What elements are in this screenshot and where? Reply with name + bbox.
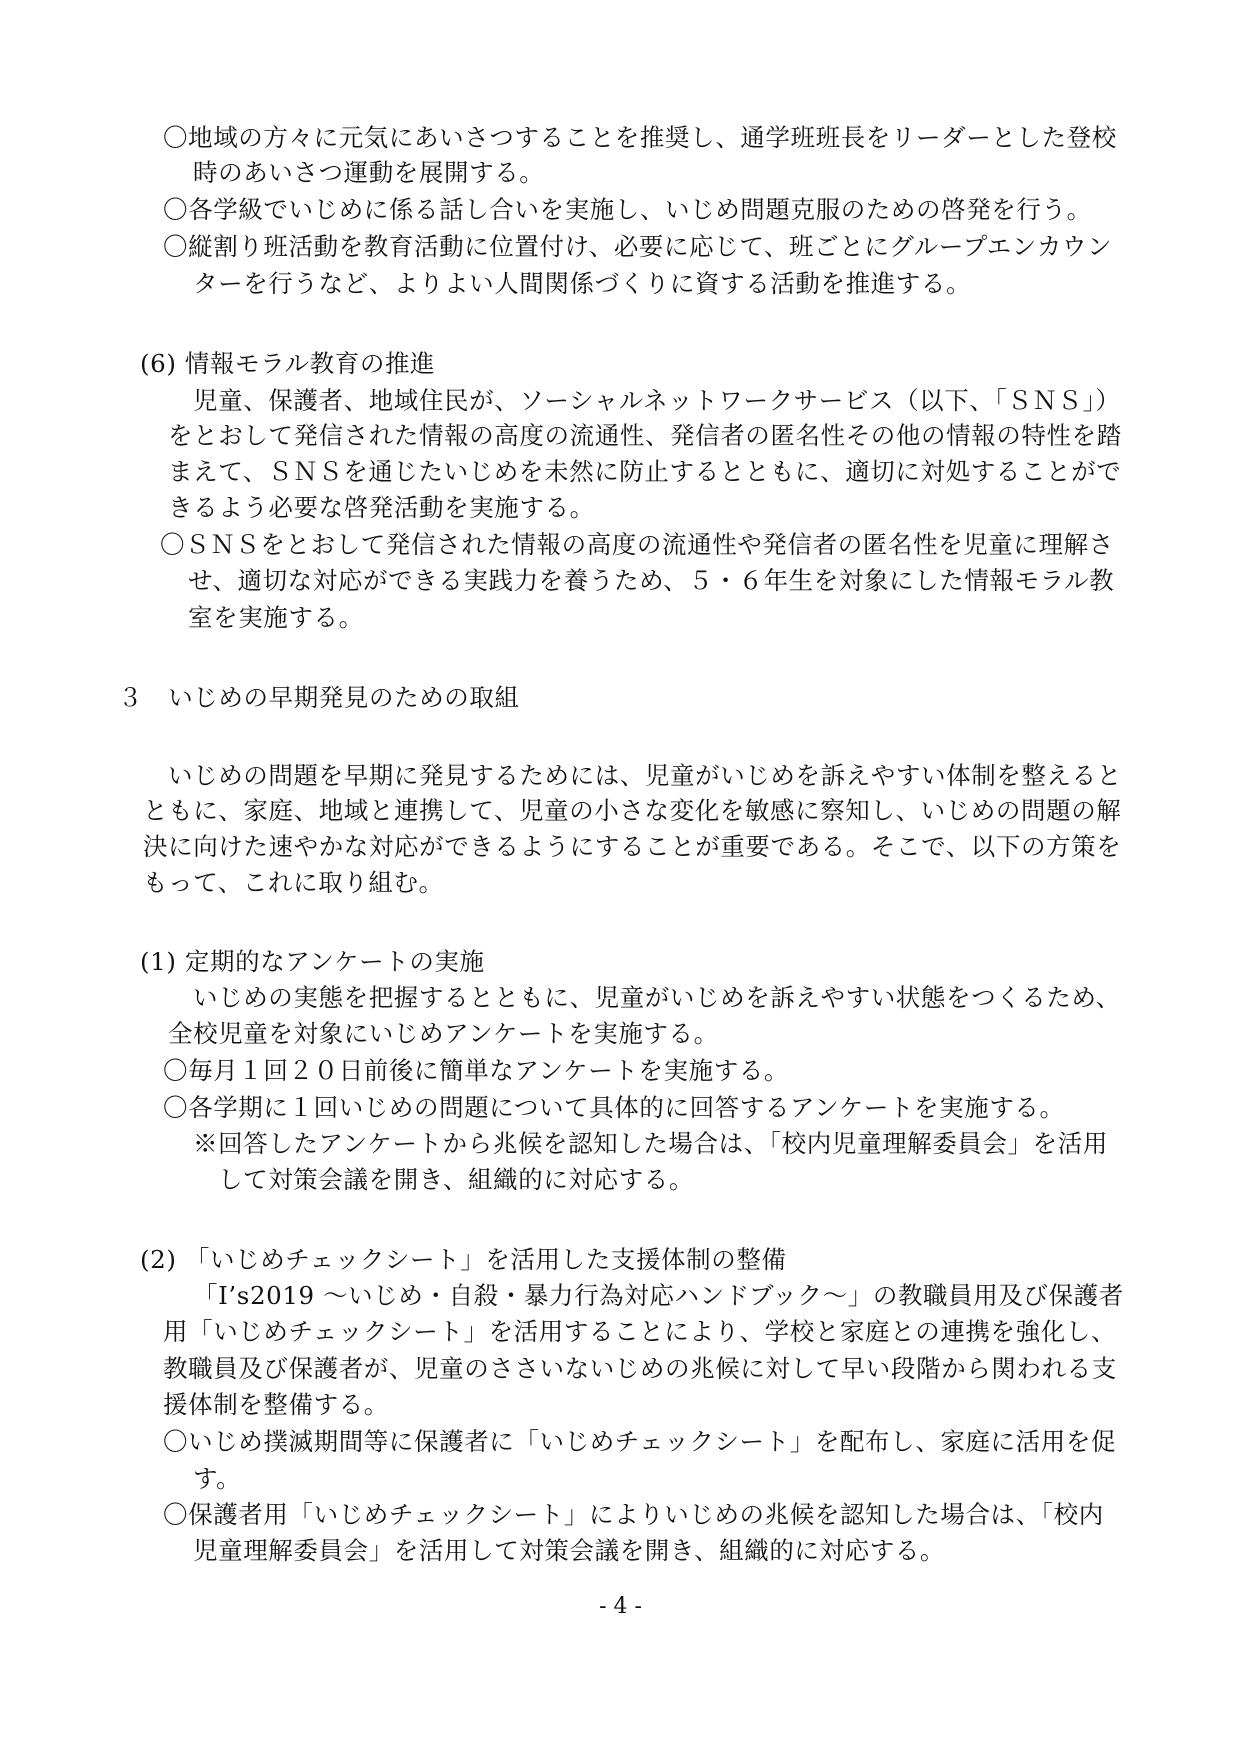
sub-2-bullet-2-line-1: 〇保護者用「いじめチェックシート」によりいじめの兆候を認知した場合は、「校内 bbox=[163, 1500, 1104, 1529]
sub-1-paragraph-line-2: 全校児童を対象にいじめアンケートを実施する。 bbox=[168, 1019, 719, 1048]
section-6-bullet-line-2: せ、適切な対応ができる実践力を養うため、５・６年生を対象にした情報モラル教 bbox=[188, 566, 1115, 595]
page-number: - 4 - bbox=[599, 1594, 642, 1619]
section-3-paragraph-line-1: いじめの問題を早期に発見するためには、児童がいじめを訴えやすい体制を整えると bbox=[168, 761, 1122, 790]
sub-2-paragraph-line-4: 援体制を整備する。 bbox=[163, 1390, 389, 1419]
sub-1-heading: (1) 定期的なアンケートの実施 bbox=[140, 947, 485, 976]
intro-bullet-2-line-1: 〇各学級でいじめに係る話し合いを実施し、いじめ問題克服のための啓発を行う。 bbox=[163, 195, 1092, 224]
sub-1-note-line-2: して対策会議を開き、組織的に対応する。 bbox=[218, 1165, 694, 1194]
intro-bullet-1-line-2: 時のあいさつ運動を展開する。 bbox=[193, 158, 545, 187]
sub-2-bullet-1-line-1: 〇いじめ撲滅期間等に保護者に「いじめチェックシート」を配布し、家庭に活用を促 bbox=[163, 1427, 1117, 1456]
section-3-paragraph-line-2: ともに、家庭、地域と連携して、児童の小さな変化を敏感に察知し、いじめの問題の解 bbox=[143, 796, 1122, 825]
intro-bullet-1-line-1: 〇地域の方々に元気にあいさつすることを推奨し、通学班班長をリーダーとした登校 bbox=[163, 123, 1117, 152]
section-6-paragraph-line-2: をとおして発信された情報の高度の流通性、発信者の匿名性その他の情報の特性を踏 bbox=[168, 421, 1122, 450]
section-6-bullet-line-3: 室を実施する。 bbox=[188, 603, 364, 632]
sub-2-paragraph-line-3: 教職員及び保護者が、児童のささいないじめの兆候に対して早い段階から関われる支 bbox=[163, 1354, 1117, 1383]
sub-1-paragraph-line-1: いじめの実態を把握するとともに、児童がいじめを訴えやすい状態をつくるため、 bbox=[193, 983, 1121, 1012]
sub-1-note-line-1: ※回答したアンケートから兆候を認知した場合は、「校内児童理解委員会」を活用 bbox=[193, 1129, 1108, 1158]
section-3-paragraph-line-4: もって、これに取り組む。 bbox=[143, 868, 444, 897]
section-6-heading: (6) 情報モラル教育の推進 bbox=[140, 349, 436, 378]
section-3-heading: ３ いじめの早期発見のための取組 bbox=[118, 683, 520, 712]
sub-2-heading: (2) 「いじめチェックシート」を活用した支援体制の整備 bbox=[140, 1245, 787, 1274]
section-6-paragraph-line-4: きるよう必要な啓発活動を実施する。 bbox=[168, 493, 595, 522]
sub-2-bullet-2-line-2: 児童理解委員会」を活用して対策会議を開き、組織的に対応する。 bbox=[193, 1536, 946, 1565]
section-3-paragraph-line-3: 決に向けた速やかな対応ができるようにすることが重要である。そこで、以下の方策を bbox=[143, 832, 1122, 861]
sub-1-bullet-1: 〇毎月１回２０日前後に簡単なアンケートを実施する。 bbox=[163, 1056, 790, 1085]
sub-2-paragraph-line-1: 「I’s2019 ～いじめ・自殺・暴力行為対応ハンドブック～」の教職員用及び保護者 bbox=[193, 1281, 1124, 1310]
section-6-paragraph-line-1: 児童、保護者、地域住民が、ソーシャルネットワークサービス（以下、「ＳＮＳ」） bbox=[193, 386, 1121, 415]
intro-bullet-3-line-2: ターを行うなど、よりよい人間関係づくりに資する活動を推進する。 bbox=[193, 269, 972, 298]
sub-2-paragraph-line-2: 用「いじめチェックシート」を活用することにより、学校と家庭との連携を強化し、 bbox=[163, 1317, 1117, 1346]
sub-2-bullet-1-line-2: す。 bbox=[193, 1464, 242, 1493]
section-6-bullet-line-1: 〇ＳＮＳをとおして発信された情報の高度の流通性や発信者の匿名性を児童に理解さ bbox=[160, 530, 1114, 559]
intro-bullet-3-line-1: 〇縦割り班活動を教育活動に位置付け、必要に応じて、班ごとにグループエンカウン bbox=[163, 232, 1113, 261]
sub-1-bullet-2: 〇各学期に１回いじめの問題について具体的に回答するアンケートを実施する。 bbox=[163, 1093, 1065, 1122]
section-6-paragraph-line-3: まえて、ＳＮＳを通じたいじめを未然に防止するとともに、適切に対処することがで bbox=[168, 457, 1122, 486]
